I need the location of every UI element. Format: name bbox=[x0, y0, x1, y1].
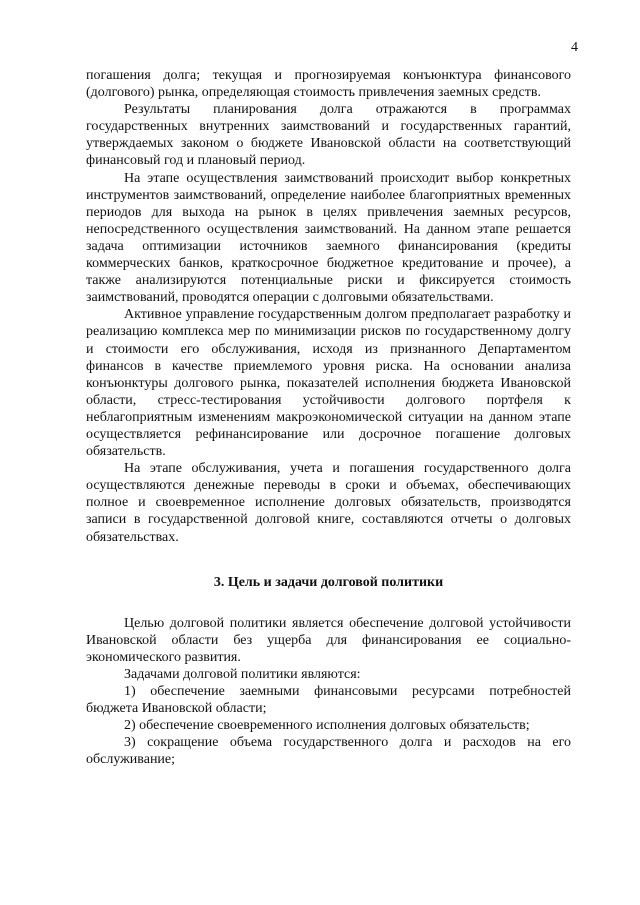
paragraph: Результаты планирования долга отражаются в программах государственных внутренних заимствований и государственных гарантий, утверждаемых законом о бюджете Ивановской области на соответствующий финансовый год и плановый период. bbox=[86, 102, 571, 169]
paragraph: Целью долговой политики является обеспечение долговой устойчивости Ивановской области без ущерба для финансирования ее социально-экономического развития. bbox=[86, 615, 571, 665]
paragraph: Активное управление государственным долгом предполагает разработку и реализацию комплекса мер по минимизации рисков по государственному долгу и стоимости его обслуживания, исходя из признанного Департаментом финансов в качестве приемлемого уровня риска. На основании анализа конъюнктуры долгового рынка, показателей исполнения бюджета Ивановской области, стресс-тестирования устойчивости долгового портфеля к неблагоприятным изменениям макроэкономической ситуации на данном этапе осуществляется рефинансирование или досрочное погашение долговых обязательств. bbox=[86, 307, 571, 460]
paragraph: погашения долга; текущая и прогнозируемая конъюнктура финансового (долгового) рынка, определяющая стоимость привлечения заемных средств. bbox=[86, 68, 571, 101]
paragraph: Задачами долговой политики являются: bbox=[124, 666, 361, 682]
paragraph: На этапе осуществления заимствований происходит выбор конкретных инструментов заимствований, определение наиболее благоприятных временных периодов для выхода на рынок в целях привлечения заемных ресурсов, непосредственного осуществления заимствований. На данном этапе решается задача оптимизации источников заемного финансирования (кредиты коммерческих банков, краткосрочное бюджетное кредитование и прочее), а также анализируются потенциальные риски и фиксируется стоимость заимствований, проводятся операции с долговыми обязательствами. bbox=[86, 170, 571, 306]
page-number: 4 bbox=[571, 40, 578, 55]
document-body bbox=[86, 67, 571, 768]
section-title: 3. Цель и задачи долговой политики bbox=[213, 574, 444, 590]
paragraph: На этапе обслуживания, учета и погашения государственного долга осуществляются денежные переводы в сроки и объемах, обеспечивающих полное и своевременное исполнение долговых обязательств, производятся записи в государственной долговой книге, составляются отчеты о долговых обязательствах. bbox=[86, 461, 571, 545]
list-item: 2) обеспечение своевременного исполнения долговых обязательств; bbox=[124, 718, 530, 734]
list-item: 3) сокращение объема государственного долга и расходов на его обслуживание; bbox=[86, 735, 571, 768]
list-item: 1) обеспечение заемными финансовыми ресурсами потребностей бюджета Ивановской области; bbox=[86, 684, 571, 717]
